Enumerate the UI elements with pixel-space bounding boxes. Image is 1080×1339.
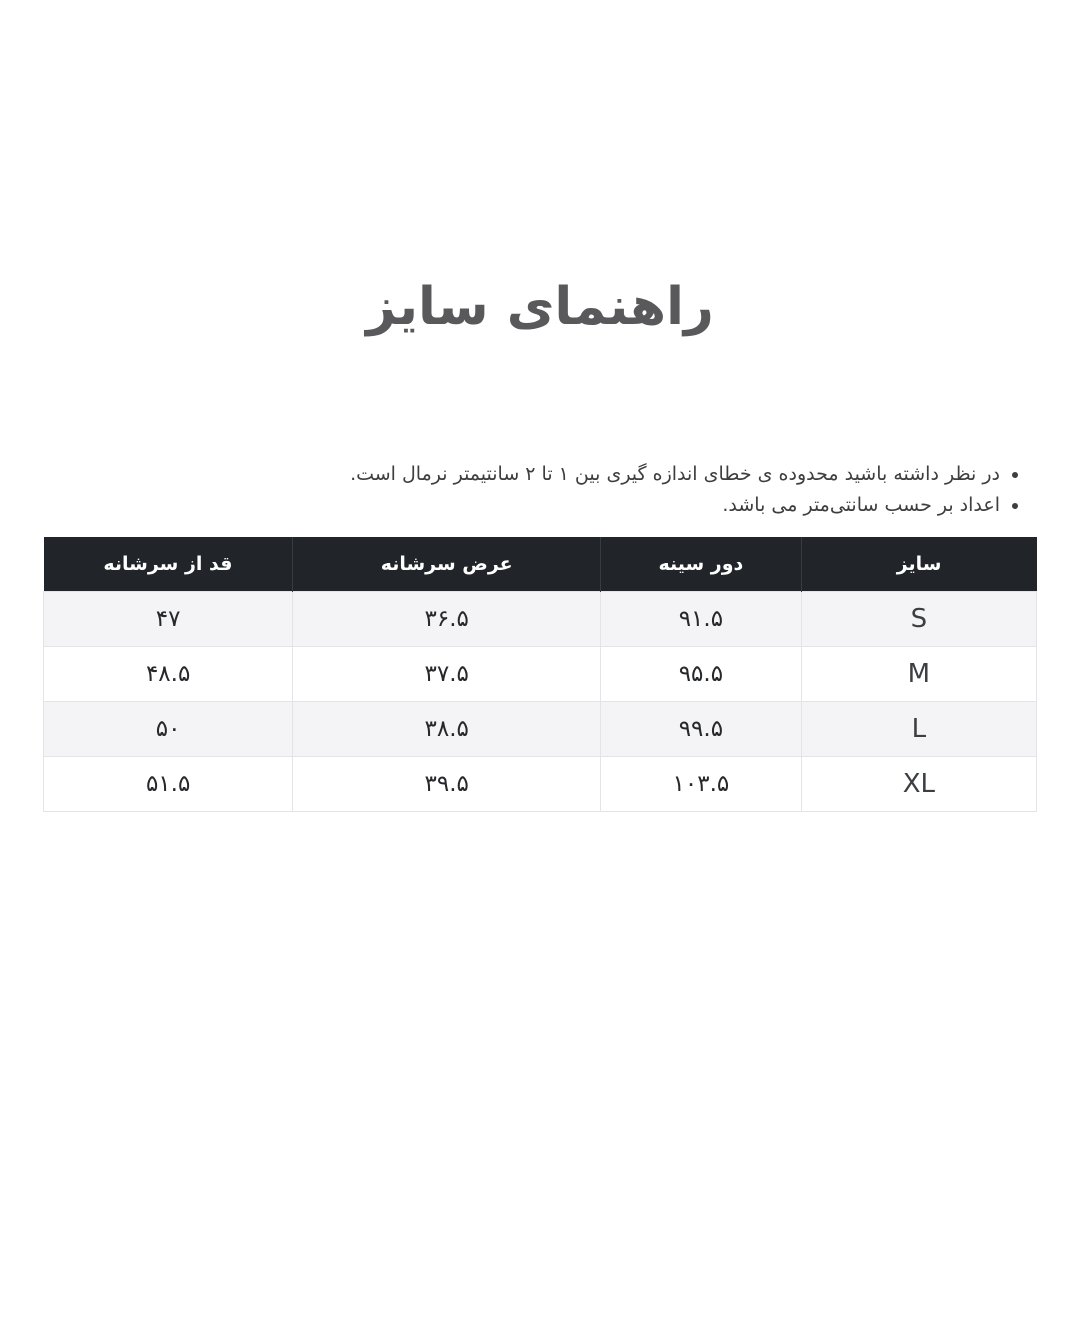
table-row-size-m: [44, 647, 1037, 702]
chest-cell: ۹۵.۵: [601, 647, 802, 702]
length-from-shoulder-cell: ۴۸.۵: [44, 647, 293, 702]
note-item-units: • اعداد بر حسب سانتی‌متر می باشد.: [350, 490, 1000, 521]
length-from-shoulder-cell: ۵۰: [44, 702, 293, 757]
measurement-notes: [350, 459, 1018, 521]
size-cell: S: [801, 592, 1036, 647]
size-table-body: [44, 592, 1037, 812]
table-row-size-s: [44, 592, 1037, 647]
chest-cell: ۹۱.۵: [601, 592, 802, 647]
notes-list: [350, 459, 1018, 521]
size-table-header: [44, 537, 1037, 592]
shoulder-width-cell: ۳۶.۵: [293, 592, 601, 647]
chest-cell: ۱۰۳.۵: [601, 757, 802, 812]
size-table: [43, 537, 1037, 812]
note-item-error-range: • در نظر داشته باشید محدوده ی خطای اندازه گیری بین ۱ تا ۲ سانتیمتر نرمال است.: [350, 459, 1000, 490]
column-header-shoulder-width: عرض سرشانه: [293, 537, 601, 592]
length-from-shoulder-cell: ۵۱.۵: [44, 757, 293, 812]
shoulder-width-cell: ۳۷.۵: [293, 647, 601, 702]
header-row: [44, 537, 1037, 592]
size-cell: M: [801, 647, 1036, 702]
table-row-size-xl: [44, 757, 1037, 812]
column-header-chest: دور سینه: [601, 537, 802, 592]
table-row-size-l: [44, 702, 1037, 757]
page-title: راهنمای سایز: [366, 276, 714, 337]
column-header-length-from-shoulder: قد از سرشانه: [44, 537, 293, 592]
column-header-size: سایز: [801, 537, 1036, 592]
shoulder-width-cell: ۳۸.۵: [293, 702, 601, 757]
chest-cell: ۹۹.۵: [601, 702, 802, 757]
size-cell: XL: [801, 757, 1036, 812]
length-from-shoulder-cell: ۴۷: [44, 592, 293, 647]
size-cell: L: [801, 702, 1036, 757]
shoulder-width-cell: ۳۹.۵: [293, 757, 601, 812]
